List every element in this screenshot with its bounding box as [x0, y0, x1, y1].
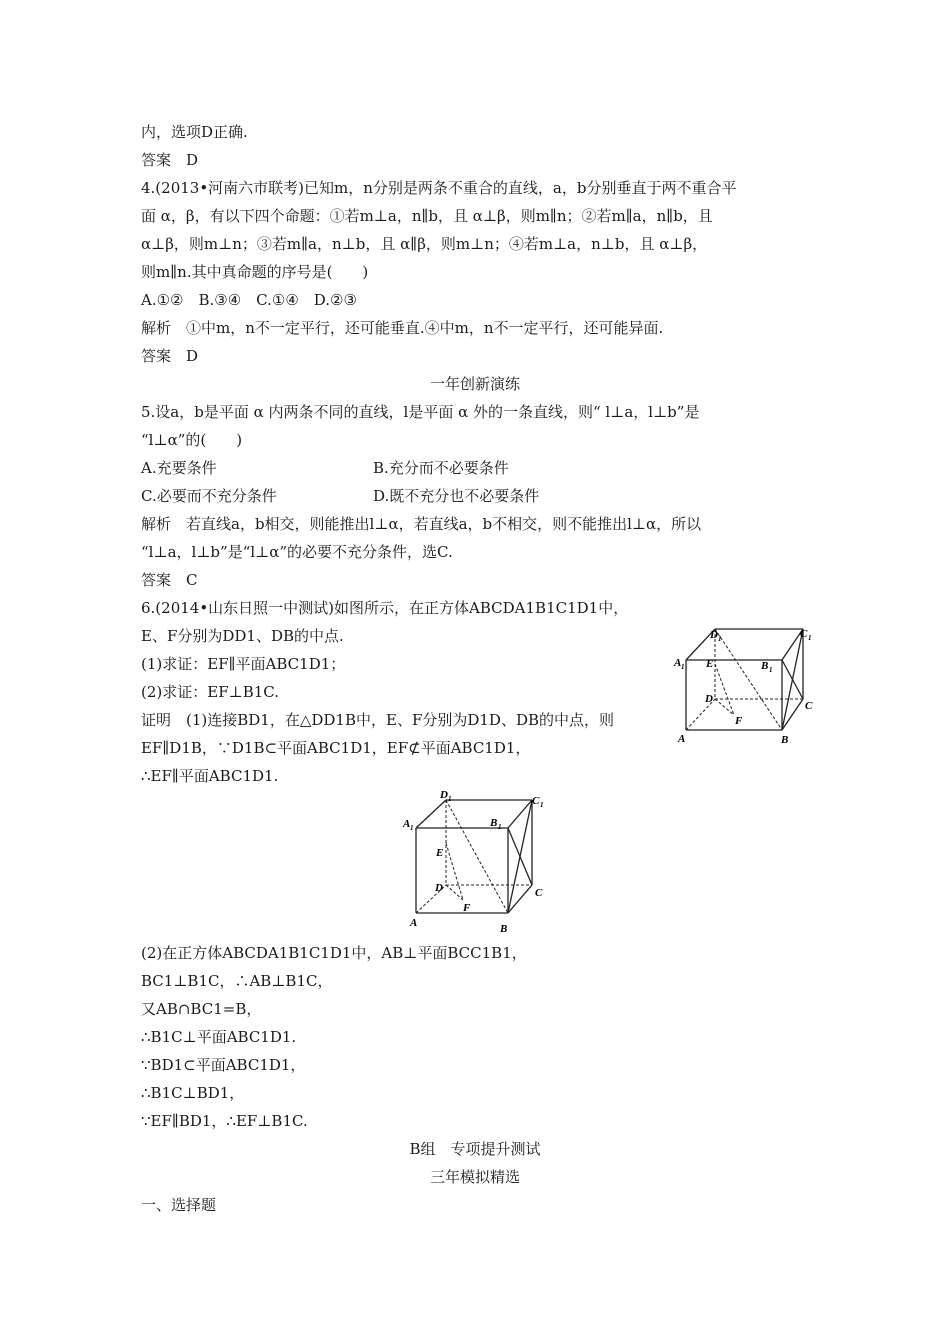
label-a1: A	[403, 818, 411, 830]
question-6-line: 6.(2014•山东日照一中测试)如图所示，在正方体ABCDA1B1C1D1中，	[141, 599, 629, 617]
label-sub: 1	[540, 801, 544, 809]
option-d: D.既不充分也不必要条件	[373, 487, 540, 505]
section-heading: 一年创新演练	[429, 375, 520, 393]
label-sub: 1	[410, 824, 414, 832]
label-f: F	[735, 715, 743, 727]
option-a: A.充要条件	[141, 459, 217, 477]
label-f: F	[463, 902, 471, 914]
proof-line: ∴B1C⊥BD1，	[141, 1084, 245, 1102]
answer-line: 答案 D	[141, 347, 199, 365]
label-b: B	[500, 923, 508, 935]
proof-line: ∵BD1⊂平面ABC1D1，	[141, 1056, 306, 1074]
label-d: D	[705, 693, 713, 705]
label-a1: A	[674, 657, 682, 669]
label-c1: C	[800, 628, 808, 640]
label-e: E	[436, 847, 444, 859]
proof-line: (2)在正方体ABCDA1B1C1D1中，AB⊥平面BCC1B1，	[141, 944, 527, 962]
proof-line: 又AB∩BC1=B，	[141, 1000, 262, 1018]
proof-line: EF∥D1B，∵D1B⊂平面ABC1D1，EF⊄平面ABC1D1，	[141, 739, 531, 757]
question-5-line: 5.设a，b是平面 α 内两条不同的直线，l是平面 α 外的一条直线，则“ l⊥a，l⊥b”是	[141, 403, 700, 421]
section-heading: 三年模拟精选	[429, 1168, 520, 1186]
cube-figure-2	[402, 788, 552, 936]
question-4-line: 4.(2013•河南六市联考)已知m，n分别是两条不重合的直线，a，b分别垂直于两不重合平	[141, 179, 737, 197]
text-line: 内，选项D正确.	[141, 123, 248, 141]
analysis-line: “l⊥a，l⊥b”是“l⊥α”的必要不充分条件，选C.	[141, 543, 453, 561]
proof-line: ∴EF∥平面ABC1D1.	[141, 767, 279, 785]
question-4-line: α⊥β，则m⊥n；③若m∥a，n⊥b，且 α∥β，则m⊥n；④若m⊥a，n⊥b，且 α⊥β，	[141, 235, 708, 253]
question-4-options: A.①② B.③④ C.①④ D.②③	[141, 291, 357, 309]
analysis-line: 解析 ①中m，n不一定平行，还可能垂直.④中m，n不一定平行，还可能异面.	[141, 319, 664, 337]
label-c1: C	[532, 795, 540, 807]
label-d1: D	[440, 789, 448, 801]
question-6-part-1: (1)求证：EF∥平面ABC1D1；	[141, 655, 346, 673]
answer-line: 答案 D	[141, 151, 199, 169]
analysis-line: 解析 若直线a，b相交，则能推出l⊥α，若直线a，b不相交，则不能推出l⊥α，所以	[141, 515, 702, 533]
label-sub: 1	[718, 635, 722, 643]
answer-line: 答案 C	[141, 571, 198, 589]
label-b1: B	[761, 660, 769, 672]
question-6-line: E、F分别为DD1、DB的中点.	[141, 627, 344, 645]
label-b1: B	[490, 817, 498, 829]
question-4-line: 则m∥n.其中真命题的序号是( )	[141, 263, 369, 281]
label-a: A	[678, 733, 686, 745]
proof-line: 证明 (1)连接BD1，在△DD1B中，E、F分别为D1D、DB的中点，则	[141, 711, 615, 729]
question-5-line: “l⊥α”的( )	[141, 431, 243, 449]
subsection-heading: 一、选择题	[141, 1196, 217, 1214]
proof-line: BC1⊥B1C，∴AB⊥B1C，	[141, 972, 333, 990]
option-b: B.充分而不必要条件	[373, 459, 509, 477]
label-sub: 1	[769, 666, 773, 674]
label-a: A	[410, 917, 418, 929]
label-sub: 1	[808, 634, 812, 642]
label-d: D	[435, 882, 443, 894]
label-d1: D	[710, 629, 718, 641]
label-c: C	[805, 700, 813, 712]
label-sub: 1	[681, 663, 685, 671]
question-6-part-2: (2)求证：EF⊥B1C.	[141, 683, 279, 701]
proof-line: ∴B1C⊥平面ABC1D1.	[141, 1028, 297, 1046]
label-c: C	[535, 887, 543, 899]
proof-line: ∵EF∥BD1，∴EF⊥B1C.	[141, 1112, 308, 1130]
label-e: E	[706, 658, 714, 670]
question-4-line: 面 α，β，有以下四个命题：①若m⊥a，n∥b，且 α⊥β，则m∥n；②若m∥a，n∥b，且	[141, 207, 713, 225]
cube-figure-1	[672, 625, 822, 750]
label-b: B	[781, 734, 789, 746]
section-heading: B组 专项提升测试	[409, 1140, 541, 1158]
option-c: C.必要而不充分条件	[141, 487, 277, 505]
label-sub: 1	[448, 795, 452, 803]
label-sub: 1	[498, 823, 502, 831]
